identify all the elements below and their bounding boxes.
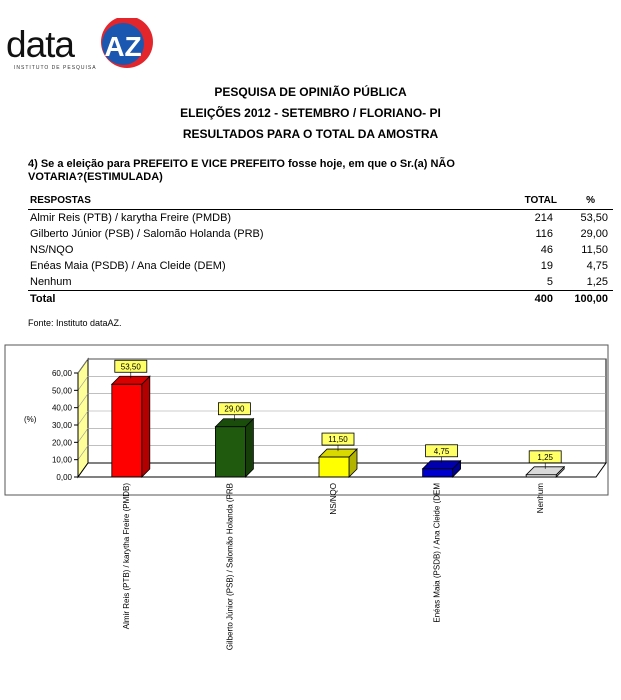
- total-count: 400: [534, 293, 553, 305]
- y-tick-label: 40,00: [51, 403, 72, 413]
- y-tick-label: 20,00: [51, 438, 72, 448]
- y-tick-label: 60,00: [51, 369, 72, 378]
- x-tick-label: Almir Reis (PTB) / karytha Freire (PMDB): [121, 483, 131, 630]
- table-row: [28, 226, 613, 242]
- x-tick-label: Gilberto Júnior (PSB) / Salomão Holanda (PRB: [225, 483, 235, 651]
- total-percent: 100,00: [574, 293, 608, 305]
- bar-side-shade: [142, 376, 150, 477]
- x-tick-label: NS/NQO: [329, 483, 338, 515]
- row-label: NS/NQO: [30, 244, 74, 256]
- row-total: 5: [546, 276, 553, 288]
- row-total: 116: [535, 228, 553, 240]
- row-total: 214: [534, 212, 553, 224]
- table-row: [28, 258, 613, 274]
- data-label: 4,75: [433, 446, 450, 456]
- bar: [215, 403, 253, 477]
- table-row: [28, 242, 613, 258]
- y-axis-label: (%): [24, 415, 37, 424]
- logo-az: AZ: [104, 31, 142, 62]
- bar-front: [319, 457, 349, 477]
- y-tick-label: 0,00: [56, 473, 72, 482]
- row-label: Almir Reis (PTB) / karytha Freire (PMDB): [30, 212, 232, 224]
- total-label: Total: [30, 293, 56, 305]
- header-respostas: RESPOSTAS: [30, 195, 91, 206]
- data-label: 1,25: [537, 452, 553, 462]
- row-percent: 29,00: [580, 228, 608, 240]
- report-title: PESQUISA DE OPINIÃO PÚBLICA: [214, 85, 407, 99]
- logo: [6, 18, 156, 74]
- results-table: [28, 193, 613, 307]
- row-percent: 4,75: [586, 260, 608, 272]
- bar-front: [423, 469, 453, 477]
- table-row: [28, 210, 613, 226]
- x-tick-label: Enéas Maia (PSDB) / Ana Cleide (DEM: [432, 482, 442, 623]
- logo-subtitle: INSTITUTO DE PESQUISA: [14, 65, 97, 71]
- bar-side-shade: [245, 419, 253, 477]
- logo-data-text: data: [6, 24, 75, 65]
- table-header: [28, 193, 613, 210]
- report-subtitle: ELEIÇÕES 2012 - SETEMBRO / FLORIANO- PI: [180, 106, 441, 120]
- y-tick-label: 50,00: [51, 386, 72, 396]
- header-total: TOTAL: [524, 195, 557, 206]
- data-label: 29,00: [224, 404, 245, 414]
- row-total: 46: [540, 244, 553, 256]
- data-label: 11,50: [328, 435, 348, 445]
- row-percent: 11,50: [581, 244, 608, 256]
- bar-front: [215, 427, 245, 477]
- question-text: 4) Se a eleição para PREFEITO E VICE PREFEITO fosse hoje, em que o Sr.(a) NÃO VOTARIA?(ESTIMULADA): [28, 158, 455, 183]
- row-total: 19: [540, 260, 553, 272]
- y-tick-label: 10,00: [51, 455, 72, 465]
- y-tick-label: 30,00: [51, 421, 72, 430]
- row-label: Nenhum: [30, 276, 72, 288]
- table-row: [28, 274, 613, 290]
- row-label: Enéas Maia (PSDB) / Ana Cleide (DEM): [30, 260, 226, 272]
- bar-front: [112, 384, 142, 477]
- bar-chart: [0, 340, 621, 700]
- table-total-row: [28, 290, 613, 307]
- data-label: 53,50: [120, 362, 141, 372]
- report-scope: RESULTADOS PARA O TOTAL DA AMOSTRA: [182, 127, 439, 141]
- x-tick-label: Nenhum: [536, 483, 546, 514]
- header-percent: %: [586, 195, 595, 206]
- source-note: Fonte: Instituto dataAZ.: [28, 318, 122, 328]
- row-label: Gilberto Júnior (PSB) / Salomão Holanda (PRB): [30, 228, 264, 240]
- row-percent: 1,25: [586, 276, 608, 288]
- row-percent: 53,50: [580, 212, 608, 224]
- bar: [319, 433, 357, 477]
